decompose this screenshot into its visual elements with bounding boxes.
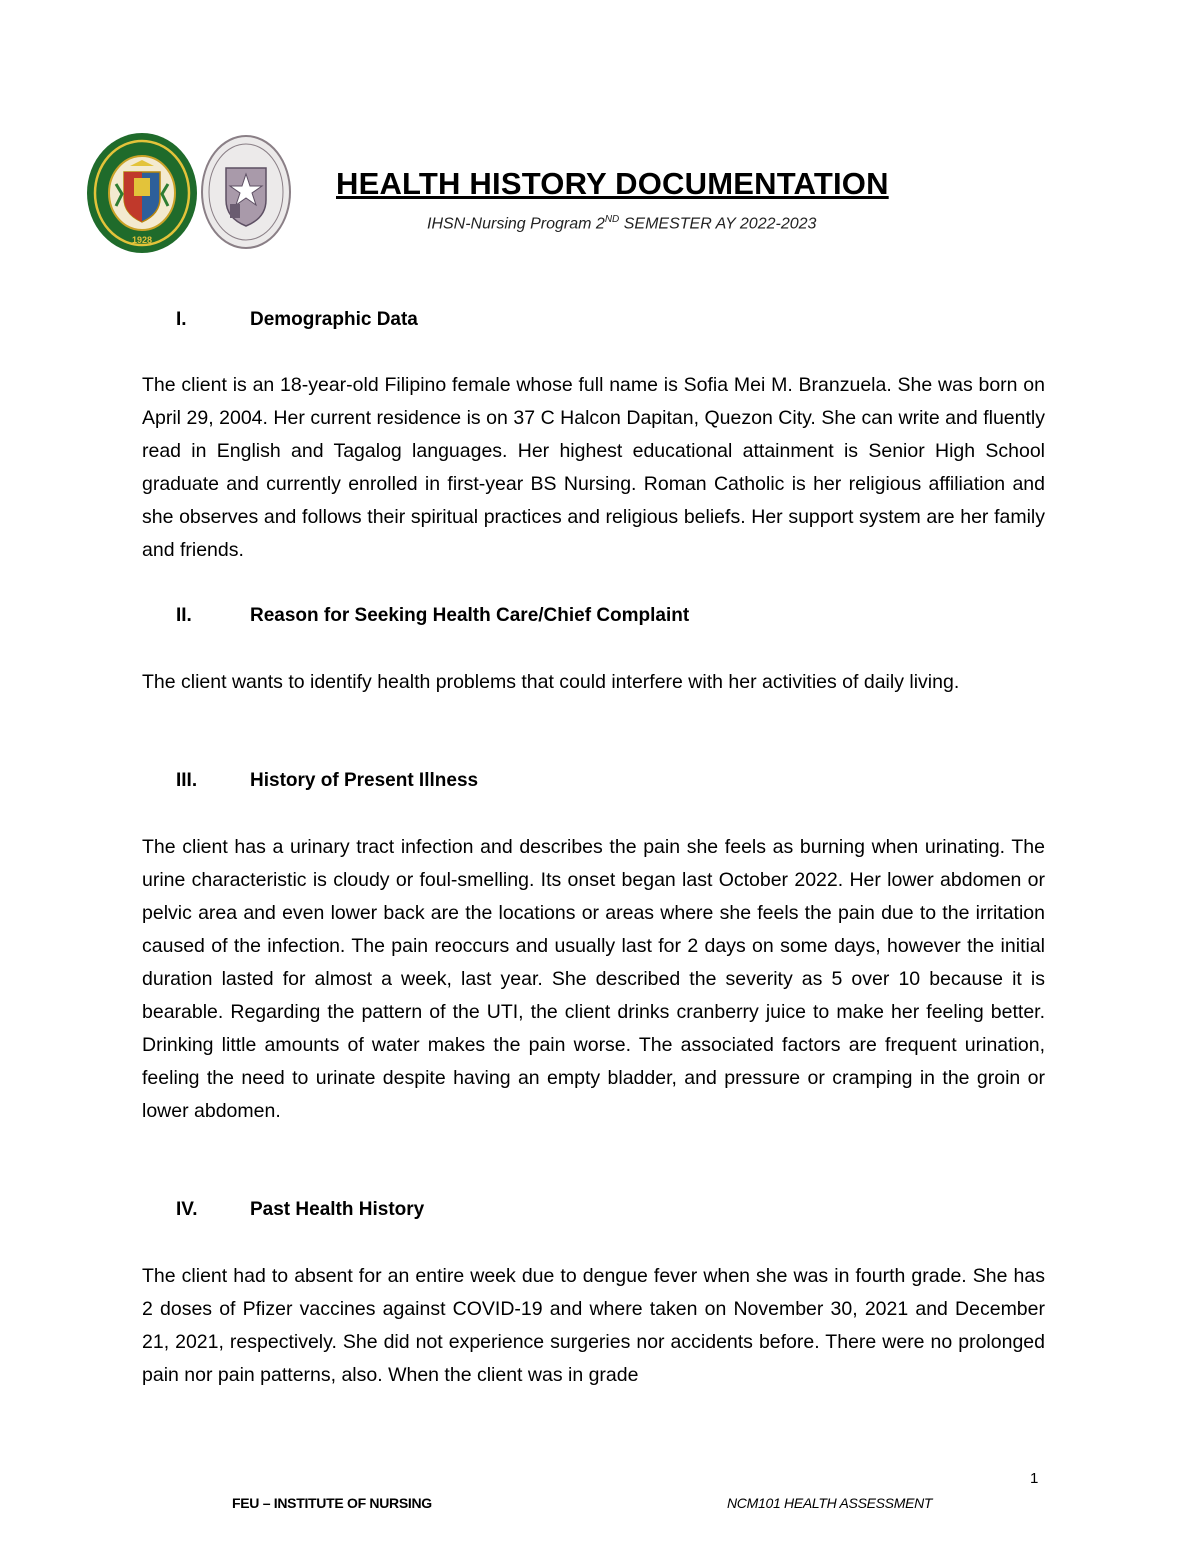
- section-number: IV.: [176, 1199, 198, 1220]
- section-body-demographic: The client is an 18-year-old Filipino female whose full name is Sofia Mei M. Branzuela. She was born on April 29, 2004. Her current residence is on 37 C Halcon Dapitan, Quezon City. She can write and fluently read in English and Tagalog languages. Her highest educational attainment is Senior High School graduate and currently enrolled in first-year BS Nursing. Roman Catholic is her religious affiliation and she observes and follows their spiritual practices and religious beliefs. Her support system are her family and friends.: [142, 374, 1045, 561]
- section-number: III.: [176, 770, 198, 791]
- section-heading-demographic: [176, 309, 418, 331]
- subtitle-suffix: SEMESTER AY 2022-2023: [619, 215, 817, 233]
- subtitle-prefix: IHSN-Nursing Program 2: [427, 215, 605, 233]
- feu-seal-logo: [86, 132, 198, 254]
- section-number: I.: [176, 309, 187, 330]
- subtitle-superscript: ND: [604, 214, 620, 225]
- section-heading-past-health: [176, 1199, 424, 1221]
- document-title: HEALTH HISTORY DOCUMENTATION: [336, 166, 889, 201]
- institute-of-nursing-seal-logo: [200, 134, 292, 250]
- section-heading-chief-complaint: [176, 605, 689, 627]
- section-body-present-illness: The client has a urinary tract infection and describes the pain she feels as burning when urinating. The urine characteristic is cloudy or foul-smelling. Its onset began last October 2022. Her lower abdomen or pelvic area and even lower back are the locations or areas where she feels the pain due to the irritation caused of the infection. The pain reoccurs and usually last for 2 days on some days, however the initial duration lasted for almost a week, last year. She described the severity as 5 over 10 because it is bearable. Regarding the pattern of the UTI, the client drinks cranberry juice to make her feeling better. Drinking little amounts of water makes the pain worse. The associated factors are frequent urination, feeling the need to urinate despite having an empty bladder, and pressure or cramping in the groin or lower abdomen.: [142, 836, 1045, 1122]
- section-body-past-health: The client had to absent for an entire week due to dengue fever when she was in fourth grade. She has 2 doses of Pfizer vaccines against COVID-19 and where taken on November 30, 2021 and December 21, 2021, respectively. She did not experience surgeries nor accidents before. There were no prolonged pain nor pain patterns, also. When the client was in grade: [142, 1265, 1045, 1386]
- section-number: II.: [176, 605, 192, 626]
- footer-institution: FEU – INSTITUTE OF NURSING: [232, 1495, 432, 1511]
- page-number: 1: [1030, 1470, 1039, 1487]
- section-title: Reason for Seeking Health Care/Chief Complaint: [250, 605, 690, 626]
- section-title: History of Present Illness: [250, 770, 479, 791]
- section-title: Demographic Data: [250, 309, 418, 330]
- section-body-chief-complaint: The client wants to identify health problems that could interfere with her activities of daily living.: [142, 671, 960, 693]
- document-subtitle: [427, 214, 816, 233]
- section-heading-present-illness: [176, 770, 478, 792]
- seal-year: 1928: [131, 235, 153, 245]
- footer-course: NCM101 HEALTH ASSESSMENT: [727, 1495, 933, 1511]
- section-title: Past Health History: [250, 1199, 425, 1220]
